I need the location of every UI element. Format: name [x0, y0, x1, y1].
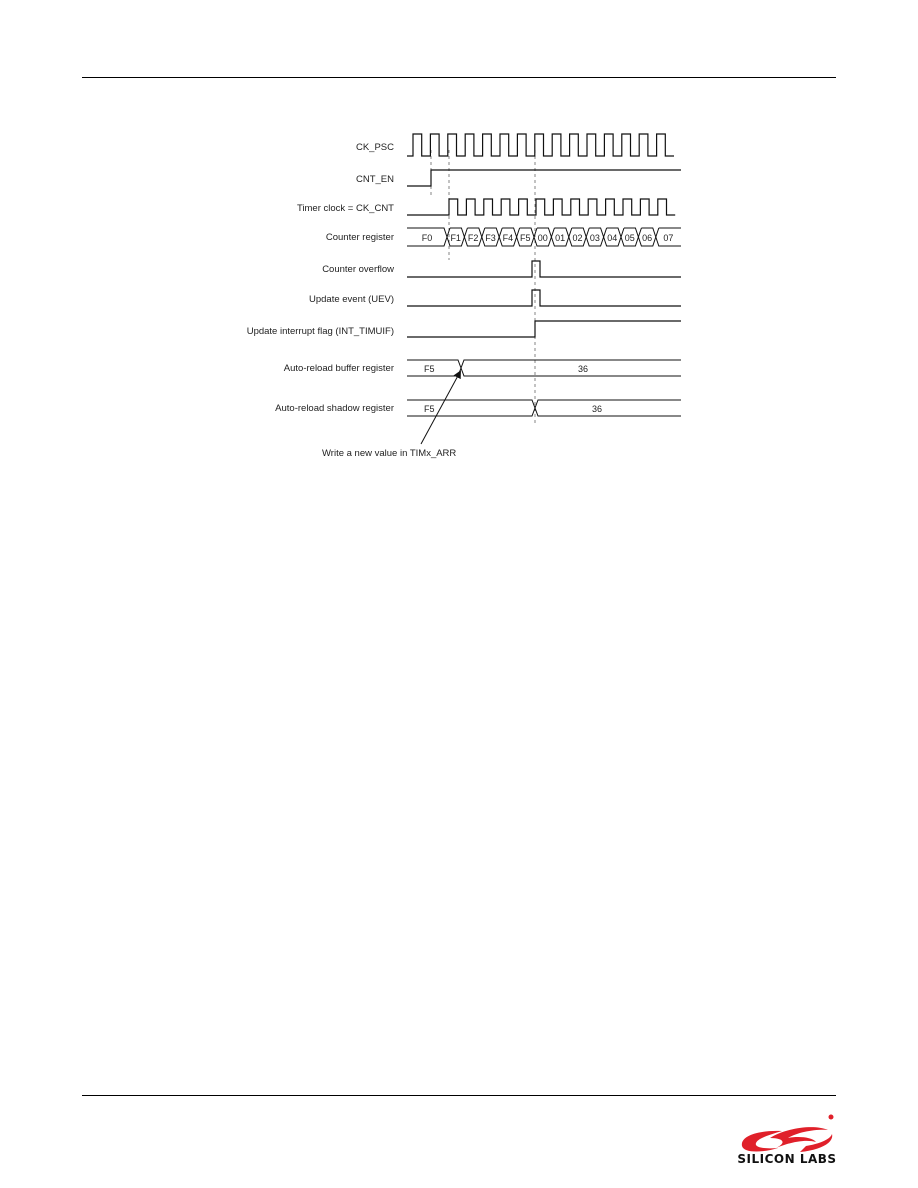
label-timer-clock: Timer clock = CK_CNT — [296, 203, 394, 214]
counter-register-bus — [407, 228, 681, 246]
footer-rule — [82, 1095, 836, 1096]
label-update-event: Update event (UEV) — [308, 294, 394, 305]
counter-value: F0 — [421, 233, 433, 243]
counter-value: F4 — [502, 233, 514, 243]
wave-update-interrupt-flag — [407, 321, 681, 337]
wave-cnt-en — [407, 170, 681, 186]
annotation-text: Write a new value in TIMx_ARR — [322, 448, 457, 459]
counter-value: 05 — [624, 233, 635, 243]
auto-reload-buffer-bus — [407, 360, 681, 376]
counter-value: F5 — [520, 233, 531, 243]
buffer-value-new: 36 — [577, 364, 589, 374]
label-counter-register: Counter register — [325, 232, 394, 243]
shadow-value-old: F5 — [424, 404, 435, 414]
counter-value: F3 — [485, 233, 496, 243]
counter-value: 01 — [555, 233, 566, 243]
label-cnt-en: CNT_EN — [355, 174, 394, 185]
counter-value: F2 — [467, 233, 479, 243]
wave-counter-overflow — [407, 261, 681, 277]
label-auto-reload-shadow: Auto-reload shadow register — [275, 403, 394, 414]
logo-swoosh-icon — [742, 1115, 834, 1153]
label-counter-overflow: Counter overflow — [322, 264, 394, 275]
label-auto-reload-buffer: Auto-reload buffer register — [283, 363, 394, 374]
label-ck-psc: CK_PSC — [355, 142, 394, 153]
auto-reload-shadow-bus — [407, 400, 681, 416]
counter-value: 03 — [589, 233, 600, 243]
wave-update-event — [407, 290, 681, 306]
counter-value: F1 — [450, 233, 461, 243]
counter-value: 07 — [663, 233, 674, 243]
shadow-value-new: 36 — [591, 404, 603, 414]
counter-value: 04 — [607, 233, 618, 243]
wave-ck-psc — [407, 134, 674, 156]
counter-value: 02 — [572, 233, 583, 243]
wave-timer-clock — [407, 199, 675, 215]
counter-value: 00 — [537, 233, 548, 243]
counter-value: 06 — [642, 233, 653, 243]
buffer-value-old: F5 — [424, 364, 435, 374]
label-update-interrupt-flag: Update interrupt flag (INT_TIMUIF) — [246, 326, 394, 337]
logo-text: SILICON LABS — [737, 1152, 837, 1166]
